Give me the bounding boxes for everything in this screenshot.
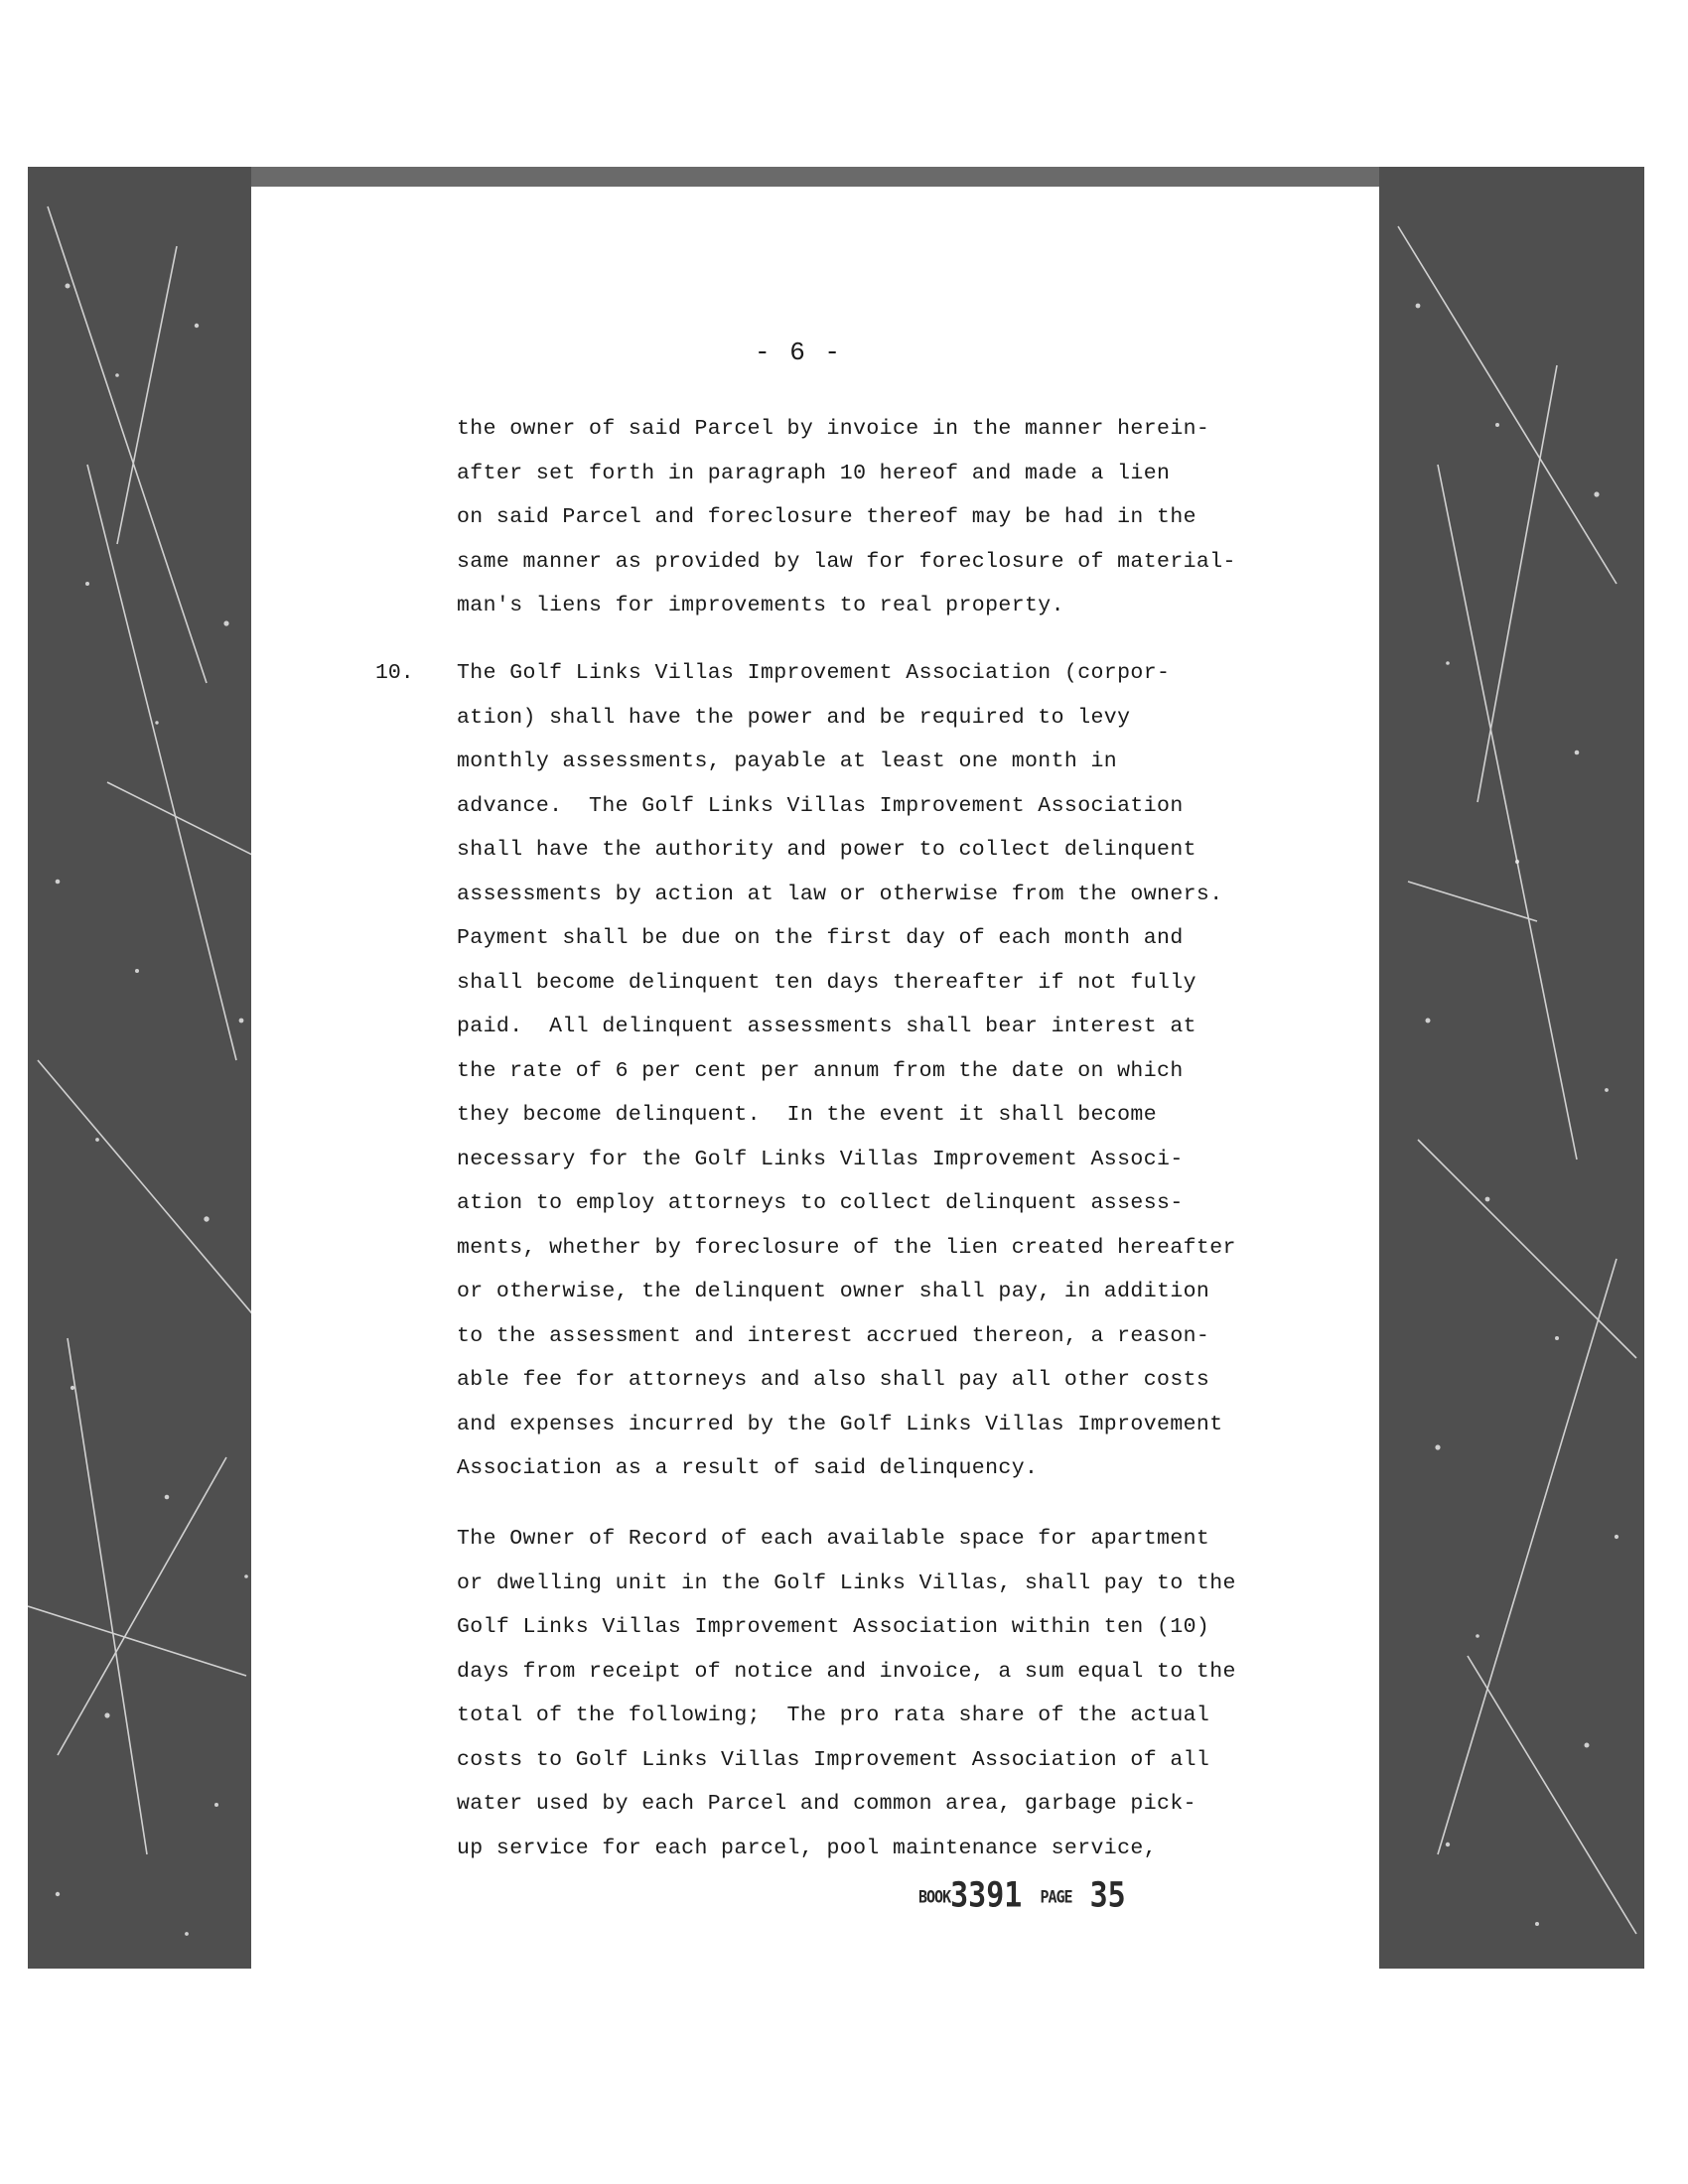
paper-top-edge bbox=[251, 167, 1379, 187]
page-number: - 6 - bbox=[755, 338, 843, 367]
text-line: and expenses incurred by the Golf Links Villas Improvement bbox=[457, 1412, 1223, 1436]
text-line: paid. All delinquent assessments shall bear interest at bbox=[457, 1015, 1196, 1038]
stamp-book-label: BOOK bbox=[918, 1886, 951, 1907]
text-line: after set forth in paragraph 10 hereof and made a lien bbox=[457, 461, 1171, 485]
text-line: days from receipt of notice and invoice, a sum equal to the bbox=[457, 1659, 1236, 1684]
text-line: or otherwise, the delinquent owner shall pay, in addition bbox=[457, 1280, 1210, 1303]
text-line: ments, whether by foreclosure of the lien created hereafter bbox=[457, 1235, 1236, 1260]
text-line: same manner as provided by law for foreclosure of material- bbox=[457, 549, 1236, 574]
text-line: The Owner of Record of each available space for apartment bbox=[457, 1527, 1210, 1551]
text-line: or dwelling unit in the Golf Links Villas, shall pay to the bbox=[457, 1570, 1236, 1595]
text-line: Payment shall be due on the first day of each month and bbox=[457, 926, 1184, 950]
paragraph-number: 10. bbox=[375, 661, 414, 685]
text-line: necessary for the Golf Links Villas Improvement Associ- bbox=[457, 1147, 1184, 1171]
text-line: ation to employ attorneys to collect delinquent assess- bbox=[457, 1191, 1184, 1215]
text-line: assessments by action at law or otherwise from the owners. bbox=[457, 882, 1223, 906]
text-line: costs to Golf Links Villas Improvement Association of all bbox=[457, 1747, 1210, 1772]
text-line: advance. The Golf Links Villas Improvement Association bbox=[457, 793, 1184, 818]
text-line: shall become delinquent ten days thereafter if not fully bbox=[457, 970, 1196, 995]
text-line: they become delinquent. In the event it shall become bbox=[457, 1103, 1158, 1127]
stamp-book-number: 3391 bbox=[950, 1875, 1023, 1916]
stamp-page-number: 35 bbox=[1089, 1875, 1126, 1916]
text-line: the rate of 6 per cent per annum from the date on which bbox=[457, 1058, 1184, 1083]
paragraph-continuation bbox=[457, 407, 1236, 628]
text-line: water used by each Parcel and common area, garbage pick- bbox=[457, 1792, 1196, 1816]
text-line: up service for each parcel, pool maintenance service, bbox=[457, 1836, 1158, 1860]
paragraph-owner-of-record bbox=[457, 1517, 1236, 1870]
text-line: total of the following; The pro rata share of the actual bbox=[457, 1704, 1210, 1727]
text-line: the owner of said Parcel by invoice in the manner herein- bbox=[457, 417, 1210, 441]
text-line: The Golf Links Villas Improvement Association (corpor- bbox=[457, 661, 1171, 685]
stamp-page-label: PAGE bbox=[1040, 1886, 1072, 1907]
paragraph-10 bbox=[457, 651, 1236, 1491]
text-line: Association as a result of said delinquency. bbox=[457, 1456, 1039, 1480]
text-line: monthly assessments, payable at least one month in bbox=[457, 750, 1118, 773]
text-line: shall have the authority and power to collect delinquent bbox=[457, 838, 1196, 862]
recording-stamp bbox=[918, 1875, 1126, 1915]
text-line: to the assessment and interest accrued thereon, a reason- bbox=[457, 1323, 1210, 1348]
text-line: on said Parcel and foreclosure thereof may be had in the bbox=[457, 505, 1196, 529]
text-line: ation) shall have the power and be required to levy bbox=[457, 705, 1131, 730]
text-line: able fee for attorneys and also shall pay all other costs bbox=[457, 1368, 1210, 1392]
text-line: Golf Links Villas Improvement Association within ten (10) bbox=[457, 1615, 1210, 1639]
text-line: man's liens for improvements to real property. bbox=[457, 594, 1064, 617]
